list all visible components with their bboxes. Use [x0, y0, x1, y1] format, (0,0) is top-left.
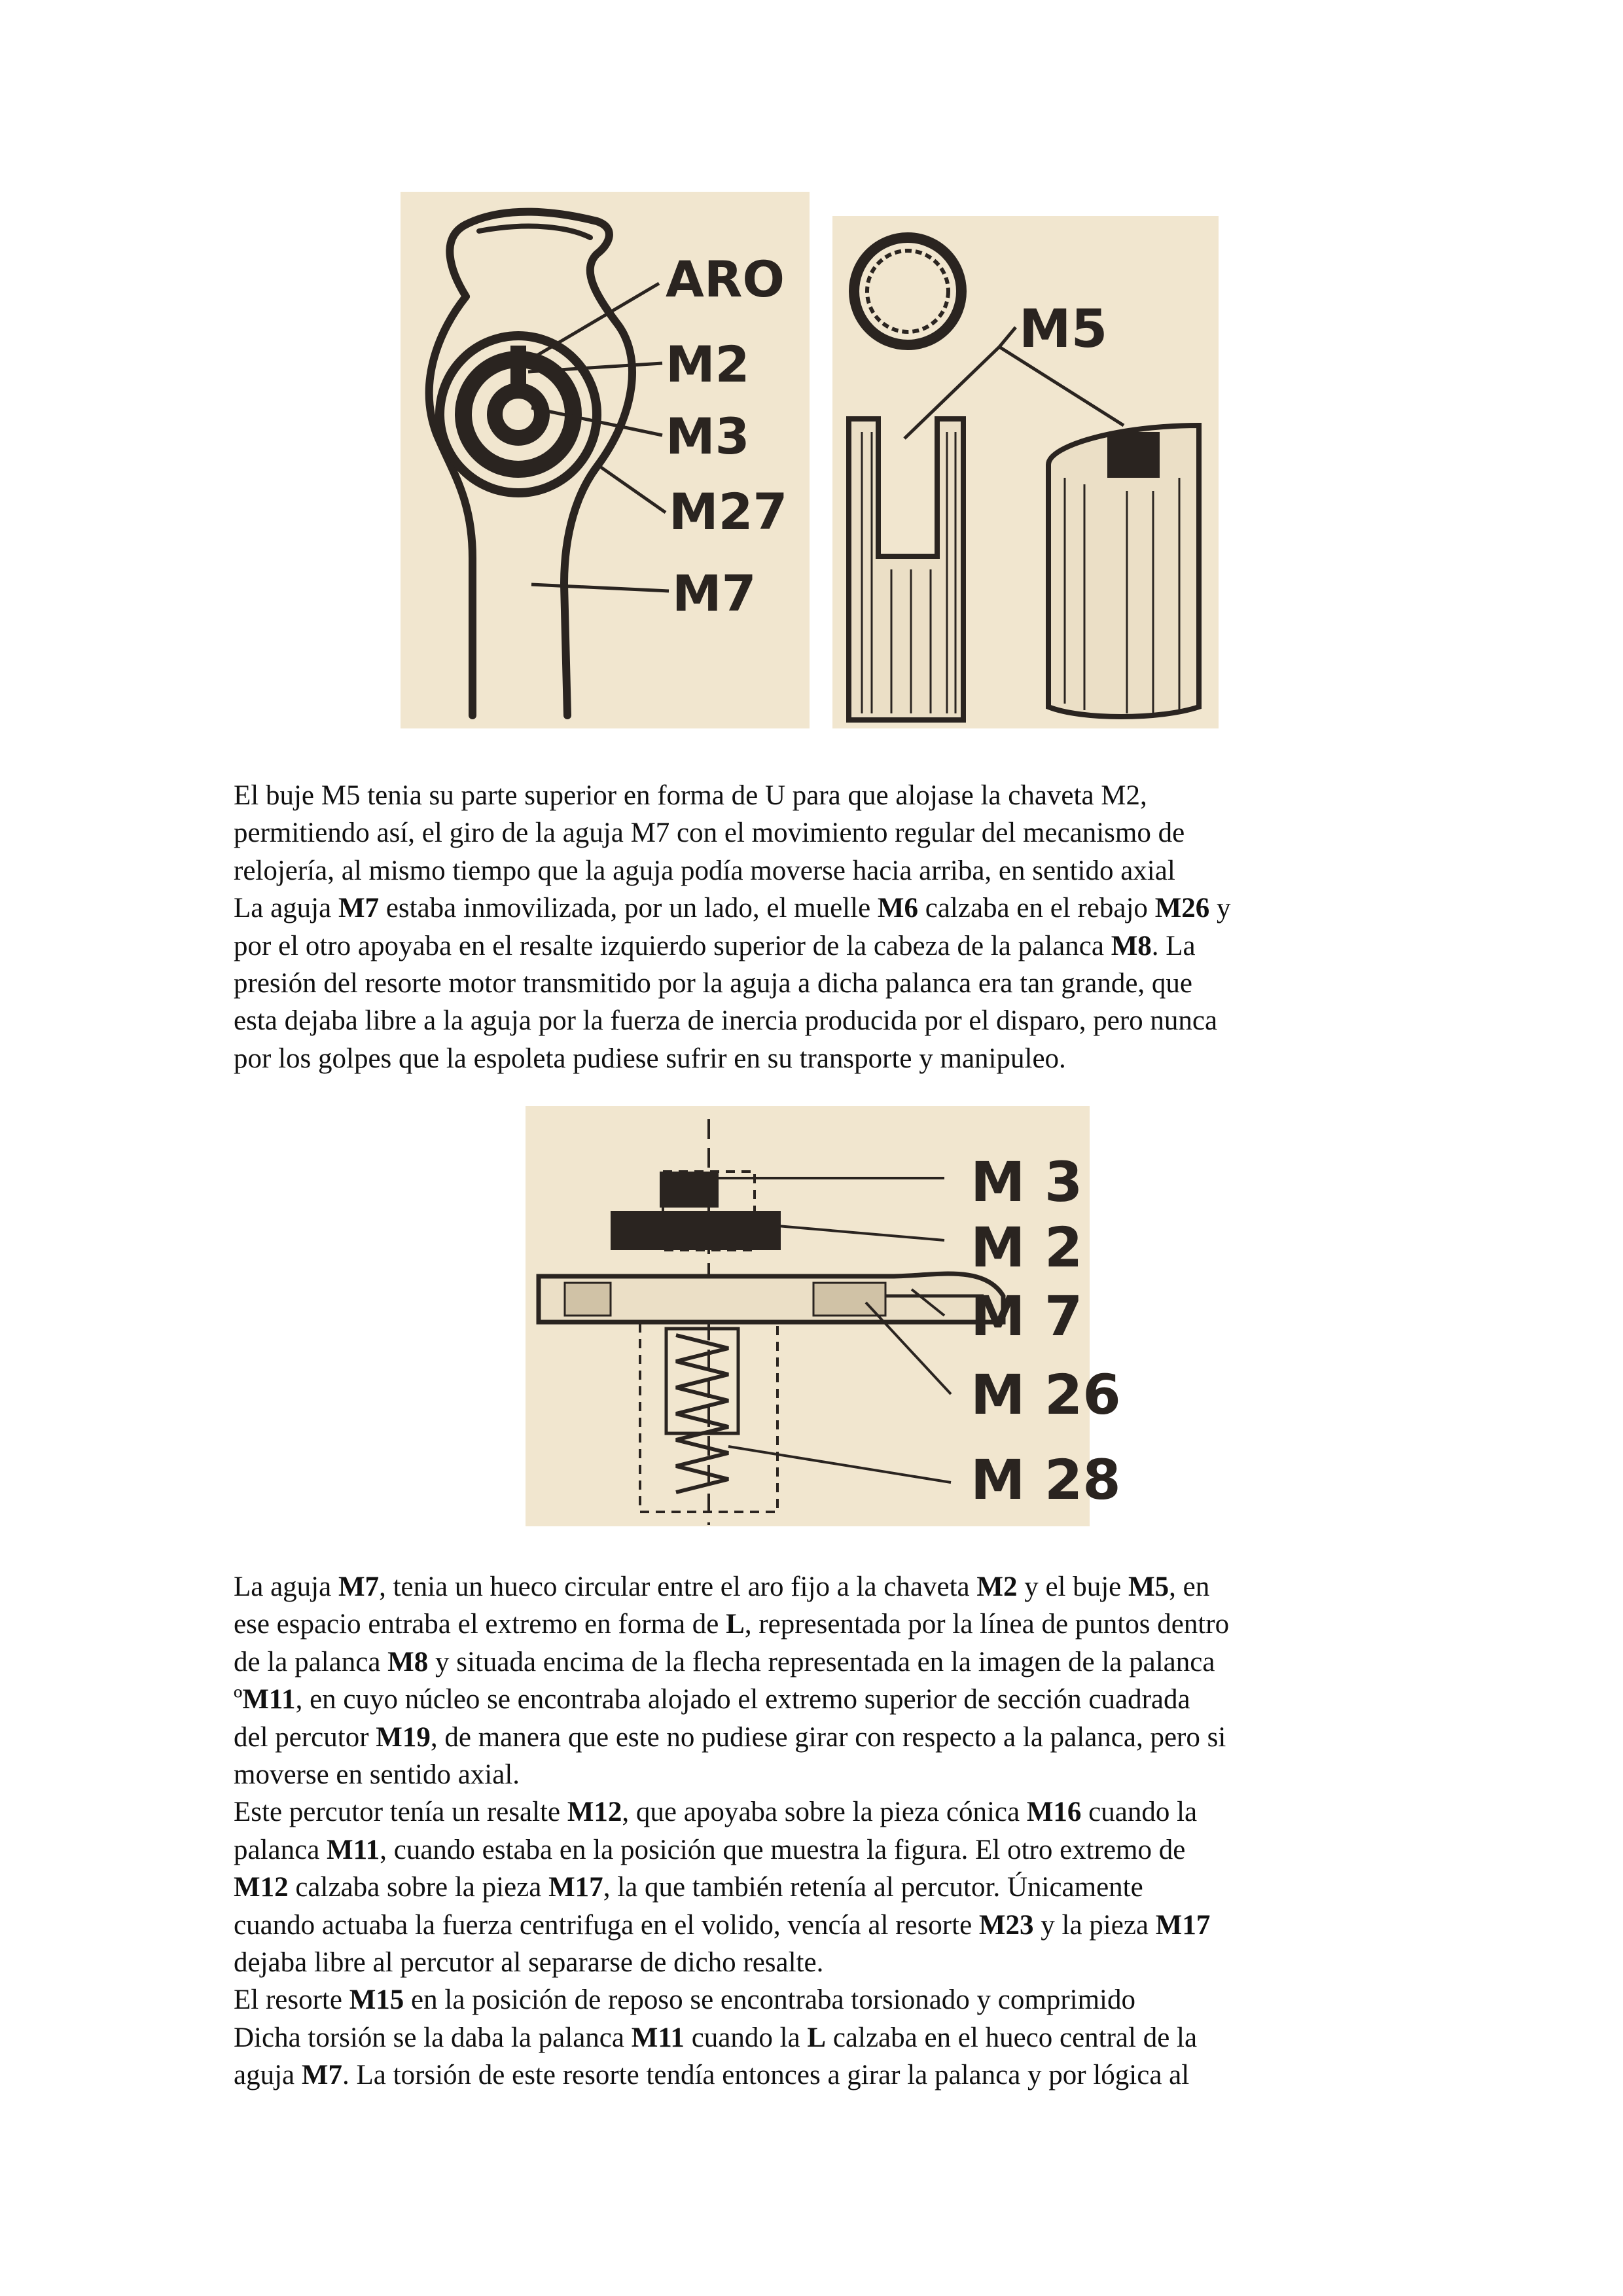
text2-line: dejaba libre al percutor al separarse de dicho resalte.	[234, 1947, 824, 1979]
text1-line: La aguja M7 estaba inmovilizada, por un lado, el muelle M6 calzaba en el rebajo M26 y	[234, 893, 1231, 924]
figure3-label-m7: M 7	[971, 1284, 1083, 1348]
figure2-label-m5: M5	[1019, 298, 1108, 359]
text1-line: presión del resorte motor transmitido por la aguja a dicha palanca era tan grande, que	[234, 968, 1193, 999]
figure1-label-m7: M7	[672, 564, 757, 622]
text1-line: El buje M5 tenia su parte superior en forma de U para que alojase la chaveta M2,	[234, 780, 1147, 811]
paragraph-bushing-description	[234, 777, 1412, 1077]
figure-needle-top-view	[401, 192, 810, 728]
text2-line: Dicha torsión se la daba la palanca M11 cuando la L calzaba en el hueco central de la	[234, 2022, 1198, 2053]
bushing-m5-drawing	[832, 216, 1219, 728]
text1-line: esta dejaba libre a la aguja por la fuerza de inercia producida por el disparo, pero nunca	[234, 1005, 1218, 1037]
text1-line: por el otro apoyaba en el resalte izquierdo superior de la cabeza de la palanca M8. La	[234, 930, 1196, 961]
text2-line: de la palanca M8 y situada encima de la flecha representada en la imagen de la palanca	[234, 1646, 1215, 1677]
text1-line: relojería, al mismo tiempo que la aguja podía moverse hacia arriba, en sentido axial	[234, 855, 1175, 886]
figure1-label-m2: M2	[666, 335, 750, 393]
text2-line: ºM11, en cuyo núcleo se encontraba alojado el extremo superior de sección cuadrada	[234, 1684, 1190, 1715]
text2-line: moverse en sentido axial.	[234, 1759, 520, 1791]
figure-section-view	[526, 1106, 1121, 1526]
figure3-label-m2: M 2	[971, 1215, 1083, 1280]
figure3-label-m3: M 3	[971, 1150, 1083, 1214]
section-view-drawing	[526, 1106, 1121, 1526]
figure1-label-m3: M3	[666, 407, 750, 465]
figure3-label-m28: M 28	[971, 1448, 1121, 1512]
paragraph-needle-percussion-description	[234, 1568, 1412, 2094]
text1-line: permitiendo así, el giro de la aguja M7 con el movimiento regular del mecanismo de	[234, 817, 1185, 849]
text2-line: del percutor M19, de manera que este no pudiese girar con respecto a la palanca, pero si	[234, 1721, 1226, 1753]
text2-line: M12 calzaba sobre la pieza M17, la que también retenía al percutor. Únicamente	[234, 1872, 1143, 1903]
text2-line: El resorte M15 en la posición de reposo se encontraba torsionado y comprimido	[234, 1984, 1136, 2016]
text2-line: aguja M7. La torsión de este resorte tendía entonces a girar la palanca y por lógica al	[234, 2060, 1190, 2091]
text2-line: La aguja M7, tenia un hueco circular entre el aro fijo a la chaveta M2 y el buje M5, en	[234, 1571, 1210, 1602]
figure3-label-m26: M 26	[971, 1363, 1121, 1427]
figure1-label-m27: M27	[669, 482, 788, 541]
text2-line: palanca M11, cuando estaba en la posición que muestra la figura. El otro extremo de	[234, 1834, 1186, 1865]
text2-line: cuando actuaba la fuerza centrifuga en el volido, vencía al resorte M23 y la pieza M17	[234, 1909, 1211, 1941]
text2-line: ese espacio entraba el extremo en forma de L, representada por la línea de puntos dentro	[234, 1609, 1230, 1640]
text2-line: Este percutor tenía un resalte M12, que apoyaba sobre la pieza cónica M16 cuando la	[234, 1797, 1198, 1828]
text1-line: por los golpes que la espoleta pudiese sufrir en su transporte y manipuleo.	[234, 1043, 1066, 1074]
needle-top-view-drawing	[401, 192, 810, 728]
figure-bushing-m5	[832, 216, 1219, 728]
figure1-label-aro: ARO	[666, 250, 785, 308]
